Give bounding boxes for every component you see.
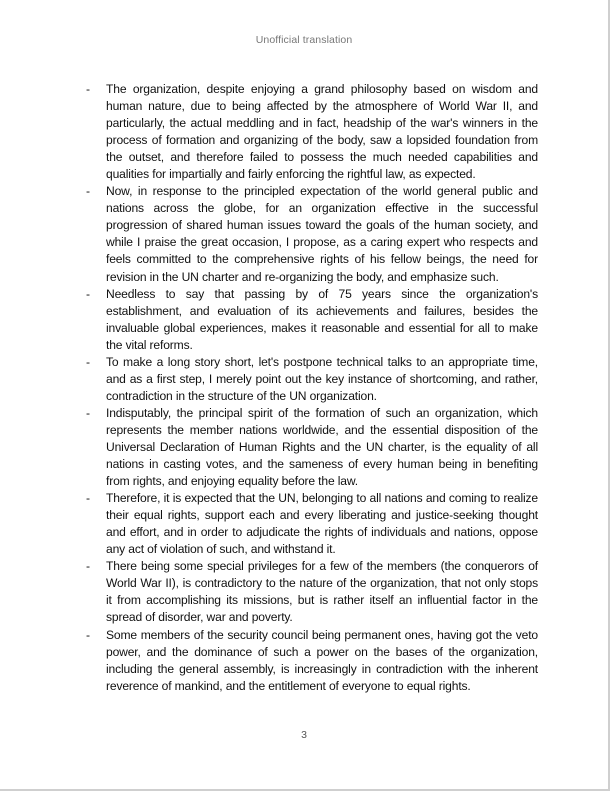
bullet-marker: - [86,559,90,574]
bullet-marker: - [86,82,90,96]
bullet-item [86,354,538,405]
bullet-item [86,81,538,183]
bullet-list [86,81,538,695]
bullet-text: Therefore, it is expected that the UN, belonging to all nations and coming to realize their equal rights, support each and every liberating and justice-seeking thought and effort, and in order to adjudicate the rights of individuals and nations, oppose any act of violation of such, and withstand it. [106,491,538,557]
bullet-item [86,627,538,695]
bullet-item [86,558,538,626]
bullet-item [86,490,538,558]
bullet-marker: - [86,627,90,642]
page-number: 3 [301,729,307,741]
bullet-marker: - [86,184,90,199]
bullet-item [86,286,538,354]
bullet-item [86,183,538,285]
bullet-text: Needless to say that passing by of 75 years since the organization's establishment, and evaluation of its achievements and failures, besides the invaluable global experiences, makes it reasonable and essential for all to make the vital reforms. [106,286,538,352]
bullet-marker: - [86,286,90,301]
bullet-text: Indisputably, the principal spirit of the formation of such an organization, which represents the member nations worldwide, and the essential disposition of the Universal Declaration of Human Rights and the UN charter, is the equality of all nations in casting votes, and the sameness of every human being in benefiting from rights, and enjoying equality before the law. [106,405,538,489]
bullet-marker: - [86,354,90,369]
bullet-text: There being some special privileges for a few of the members (the conquerors of World War II), is contradictory to the nature of the organization, that not only stops it from accomplishing its missions, but is rather itself an influential factor in the spread of disorder, war and poverty. [106,559,538,625]
page-header: Unofficial translation [255,34,353,46]
bullet-item [86,405,538,490]
bullet-text: Now, in response to the principled expectation of the world general public and nations across the globe, for an organization effective in the successful progression of shared human issues toward the goals of the human society, and while I praise the great occasion, I propose, as a caring expert who respects and feels committed to the comprehensive rights of his fellow beings, the need for revision in the UN charter and re-organizing the body, and emphasize such. [106,184,538,284]
bullet-marker: - [86,405,90,420]
bullet-marker: - [86,491,90,506]
bullet-text: To make a long story short, let's postpone technical talks to an appropriate time, and as a first step, I merely point out the key instance of shortcoming, and rather, contradiction in the structure of the UN organization. [106,354,538,403]
bullet-text: Some members of the security council being permanent ones, having got the veto power, and the dominance of such a power on the bases of the organization, including the general assembly, is increasingly in contradiction with the inherent reverence of mankind, and the entitlement of everyone to equal rights. [106,627,538,693]
bullet-text: The organization, despite enjoying a grand philosophy based on wisdom and human nature, due to being affected by the atmosphere of World War II, and particularly, the actual meddling and in fact, headship of the war's winners in the process of formation and organizing of the body, saw a lopsided foundation from the outset, and therefore failed to possess the much needed capabilities and qualities for impartially and fairly enforcing the rightful law, as expected. [106,82,538,182]
